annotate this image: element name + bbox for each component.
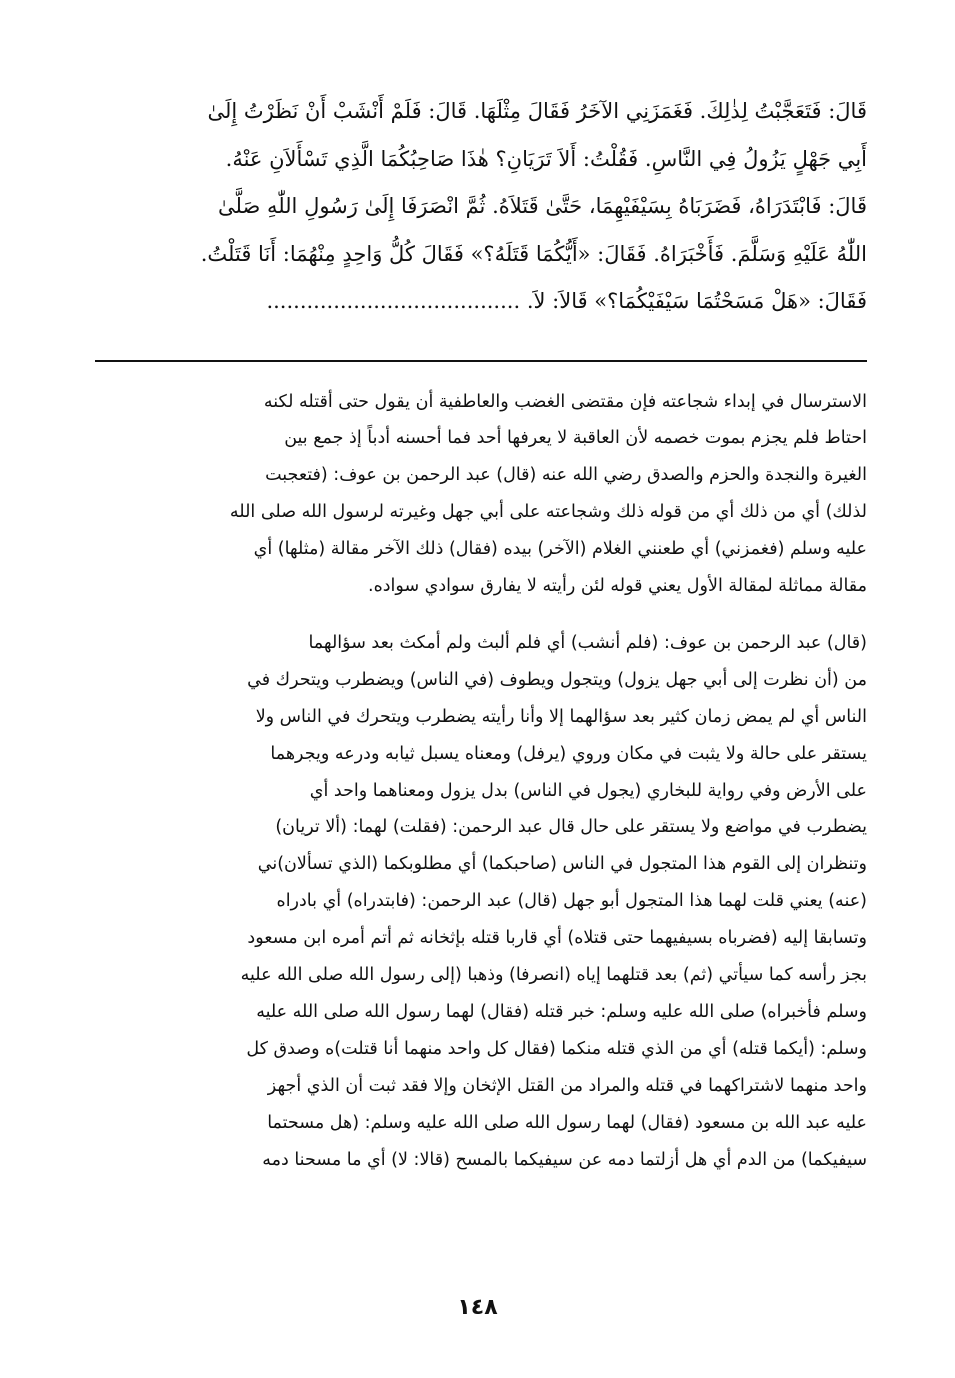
- hadith-line-2: أَبِي جَهْلٍ يَزُولُ فِي النَّاسِ. فَقُلْتُ: أَلاَ تَرَيَانِ؟ هٰذَا صَاحِبُكُمَا الَّذِي تَسْأَلاَنِ عَنْهُ.: [225, 146, 867, 171]
- commentary-p1-line-4: لذلك) أي من ذلك أي من قوله ذلك وشجاعته على أبي جهل وغيرته لرسول الله صلى الله: [229, 502, 867, 523]
- commentary-p2-line-12: وسلم: (أيكما قتله) أي من الذي قتله منكما (فقال كل واحد منهما أنا قتلت)ه وصدق كل: [246, 1038, 867, 1059]
- commentary-p2-line-5: على الأرض وفي رواية للبخاري (يجول في الناس) بدل يزول ومعناهما واحد أي: [309, 780, 867, 801]
- hadith-line-4: اللّٰهُ عَلَيْهِ وَسَلَّمَ. فَأَخْبَرَاهُ. فَقَالَ: «أَيُّكُمَا قَتَلَهُ؟» فَقَالَ كُلُّ وَاحِدٍ مِنْهُمَا: أَنَا قَتَلْتُ.: [200, 241, 867, 266]
- page-body: [95, 88, 867, 1179]
- commentary-p2-line-4: يستقر على حالة ولا يثبت في مكان وروي (يرفل) ومعناه يسبل ثيابه ودرعه ويجرهما: [270, 743, 867, 764]
- page-number: ١٤٨: [457, 1295, 498, 1320]
- hadith-line-3: قَالَ: فَابْتَدَرَاهُ، فَضَرَبَاهُ بِسَيْفَيْهِمَا، حَتَّىٰ قَتَلاَهُ. ثُمَّ انْصَرَفَا إِلَىٰ رَسُولِ اللّٰهِ صَلَّىٰ: [217, 194, 867, 218]
- commentary-p2-line-6: يضطرب في مواضع ولا يستقر على حال قال عبد الرحمن: (فقلت) لهما: (ألا تريان): [275, 817, 867, 838]
- commentary-p1-line-6: مقالة مماثلة لمقالة الأول يعني قوله لئن رأيته لا يفارق سوادي سواده.: [368, 576, 867, 597]
- commentary-text: [95, 384, 867, 1179]
- commentary-p2-line-2: من (أن نظرت إلى أبي جهل يزول) ويتجول ويطوف (في الناس) ويضطرب ويتحرك في: [247, 669, 867, 690]
- commentary-p2-line-15: سيفيكما) من الدم أي هل أزلتما دمه عن سيفيكما بالمسح (قالا: لا) أي ما مسحنا دمه: [262, 1149, 867, 1170]
- commentary-p1-line-5: عليه وسلم (فغمزني) أي طعنني الغلام (الآخر) بيده (فقال) ذلك الآخر مقالة (مثلها) أي: [253, 539, 867, 560]
- separator-rule: [95, 360, 867, 362]
- commentary-p2-line-7: وتنظران إلى القوم هذا المتجول في الناس (صاحبكما) أي مطلوبكما (الذي تسألان)ني: [257, 854, 867, 875]
- commentary-p2-line-1: (قال) عبد الرحمن بن عوف: (فلم أنشب) أي فلم ألبث ولم أمكث بعد سؤالهما: [308, 632, 867, 653]
- commentary-p1-line-1: الاسترسال في إبداء شجاعته فإن مقتضى الغضب والعاطفية أن يقول حتى أقتله لكنه: [263, 391, 867, 412]
- hadith-dots: ......................................: [266, 289, 521, 313]
- hadith-line-1: قَالَ: فَتَعَجَّبْتُ لِذٰلِكَ. فَغَمَزَنِي الآخَرُ فَقَالَ مِثْلَهَا. قَالَ: فَلَمْ أَنْشَبْ أَنْ نَظَرْتُ إِلَىٰ: [207, 99, 867, 123]
- commentary-p2-line-14: عليه عبد الله بن مسعود (فقال) لهما رسول الله صلى الله عليه وسلم: (هل مسحتما: [267, 1112, 867, 1133]
- commentary-p2-line-13: واحد منهما لاشتراكهما في قتله والمراد من القتل الإثخان وإلا فقد ثبت أن الذي أجهز: [267, 1075, 867, 1096]
- commentary-p2-line-9: وتسابقا إليه (فضرباه بسيفيهما حتى قتلاه) أي قاربا قتله بإثخانه ثم أتم أمره ابن مسعود: [247, 928, 867, 949]
- commentary-p2-line-3: الناس أي لم يمض زمان كثير بعد سؤالهما إلا وأنا رأيته يضطرب ويتحرك في الناس ولا: [255, 706, 867, 727]
- hadith-text: [95, 88, 867, 326]
- commentary-p1-line-3: الغيرة والنجدة والحزم والصدق رضي الله عنه (قال) عبد الرحمن بن عوف: (فتعجبت: [265, 465, 867, 486]
- commentary-p2-line-8: (عنه) يعني قلت لهما هذا المتجول أبو جهل (قال) عبد الرحمن: (فابتدراه) أي بادراه: [276, 891, 867, 912]
- commentary-p2-line-10: بجز رأسه كما سيأتي (ثم) بعد قتلهما إياه (انصرفا) وذهبا (إلى رسول الله صلى الله عليه: [240, 965, 867, 986]
- commentary-p1-line-2: احتاط فلم يجزم بموت خصمه لأن العاقبة لا يعرفها أحد فما أحسنه أدباً إذ جمع بين: [284, 428, 867, 449]
- paragraph-gap: [95, 605, 867, 625]
- commentary-p2-line-11: وسلم فأخبراه) صلى الله عليه وسلم: خبر قتله (فقال) لهما رسول الله صلى الله عليه: [256, 1002, 867, 1022]
- hadith-line-5-text: فَقَالَ: «هَلْ مَسَحْتُمَا سَيْفَيْكُمَا؟» قَالاَ: لاَ.: [526, 289, 867, 313]
- hadith-line-5: [95, 278, 867, 326]
